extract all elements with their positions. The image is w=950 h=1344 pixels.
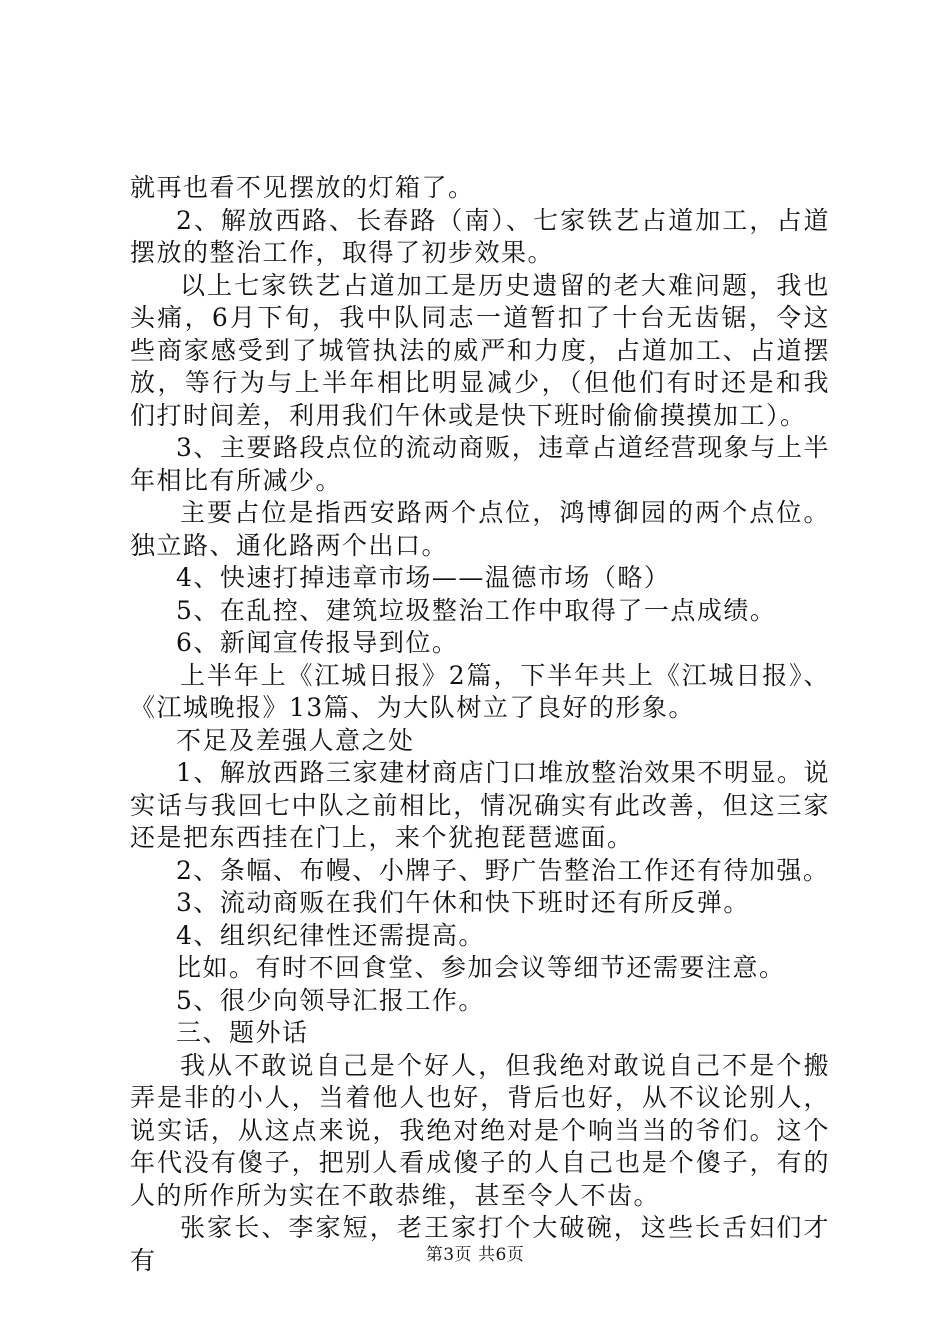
paragraph: 3、流动商贩在我们午休和快下班时还有所反弹。 <box>176 888 750 917</box>
paragraph: 主要占位是指西安路两个点位，鸿博御园的两个点位。独立路、通化路两个出口。 <box>130 498 830 560</box>
paragraph: 以上七家铁艺占道加工是历史遗留的老大难问题，我也头痛，6月下旬，我中队同志一道暂扣了十台无齿锯，令这些商家感受到了城管执法的威严和力度，占道加工、占道摆放，等行为与上半年相比明显减少，（但他们有时还是和我们打时间差，利用我们午休或是快下班时偷偷摸摸加工）。 <box>130 270 830 430</box>
paragraph: 我从不敢说自己是个好人，但我绝对敢说自己不是个搬弄是非的小人，当着他人也好，背后也好，从不议论别人，说实话，从这点来说，我绝对绝对是个响当当的爷们。这个年代没有傻子，把别人看成傻子的人自己也是个傻子，有的人的所作所为实在不敢恭维，甚至令人不齿。 <box>130 1050 830 1210</box>
paragraph: 5、很少向领导汇报工作。 <box>176 985 485 1015</box>
paragraph: 1、解放西路三家建材商店门口堆放整治效果不明显。说实话与我回七中队之前相比，情况确实有此改善，但这三家还是把东西挂在门上，来个犹抱琵琶遮面。 <box>130 758 830 852</box>
paragraph: 4、组织纪律性还需提高。 <box>176 920 485 950</box>
paragraph: 上半年上《江城日报》2篇，下半年共上《江城日报》、《江城晚报》13篇、为大队树立了良好的形象。 <box>130 660 830 722</box>
page-number-footer: 第3页 共6页 <box>425 1245 525 1265</box>
paragraph: 6、新闻宣传报导到位。 <box>176 628 459 657</box>
paragraph: 张家长、李家短，老王家打个大破碗，这些长舌妇们才有 <box>130 1213 830 1275</box>
paragraph: 4、快速打掉违章市场——温德市场（略） <box>176 563 671 592</box>
paragraph: 3、主要路段点位的流动商贩，违章占道经营现象与上半年相比有所减少。 <box>130 433 830 495</box>
paragraph: 5、在乱控、建筑垃圾整治工作中取得了一点成绩。 <box>176 595 777 625</box>
paragraph: 2、条幅、布幔、小牌子、野广告整治工作还有待加强。 <box>176 855 830 885</box>
paragraph: 2、解放西路、长春路（南）、七家铁艺占道加工，占道摆放的整治工作，取得了初步效果。 <box>130 205 830 267</box>
document-body <box>130 172 830 1277</box>
paragraph: 比如。有时不回食堂、参加会议等细节还需要注意。 <box>176 953 786 982</box>
section-heading: 三、题外话 <box>176 1018 309 1047</box>
section-heading: 不足及差强人意之处 <box>176 725 415 755</box>
paragraph: 就再也看不见摆放的灯箱了。 <box>130 173 475 202</box>
